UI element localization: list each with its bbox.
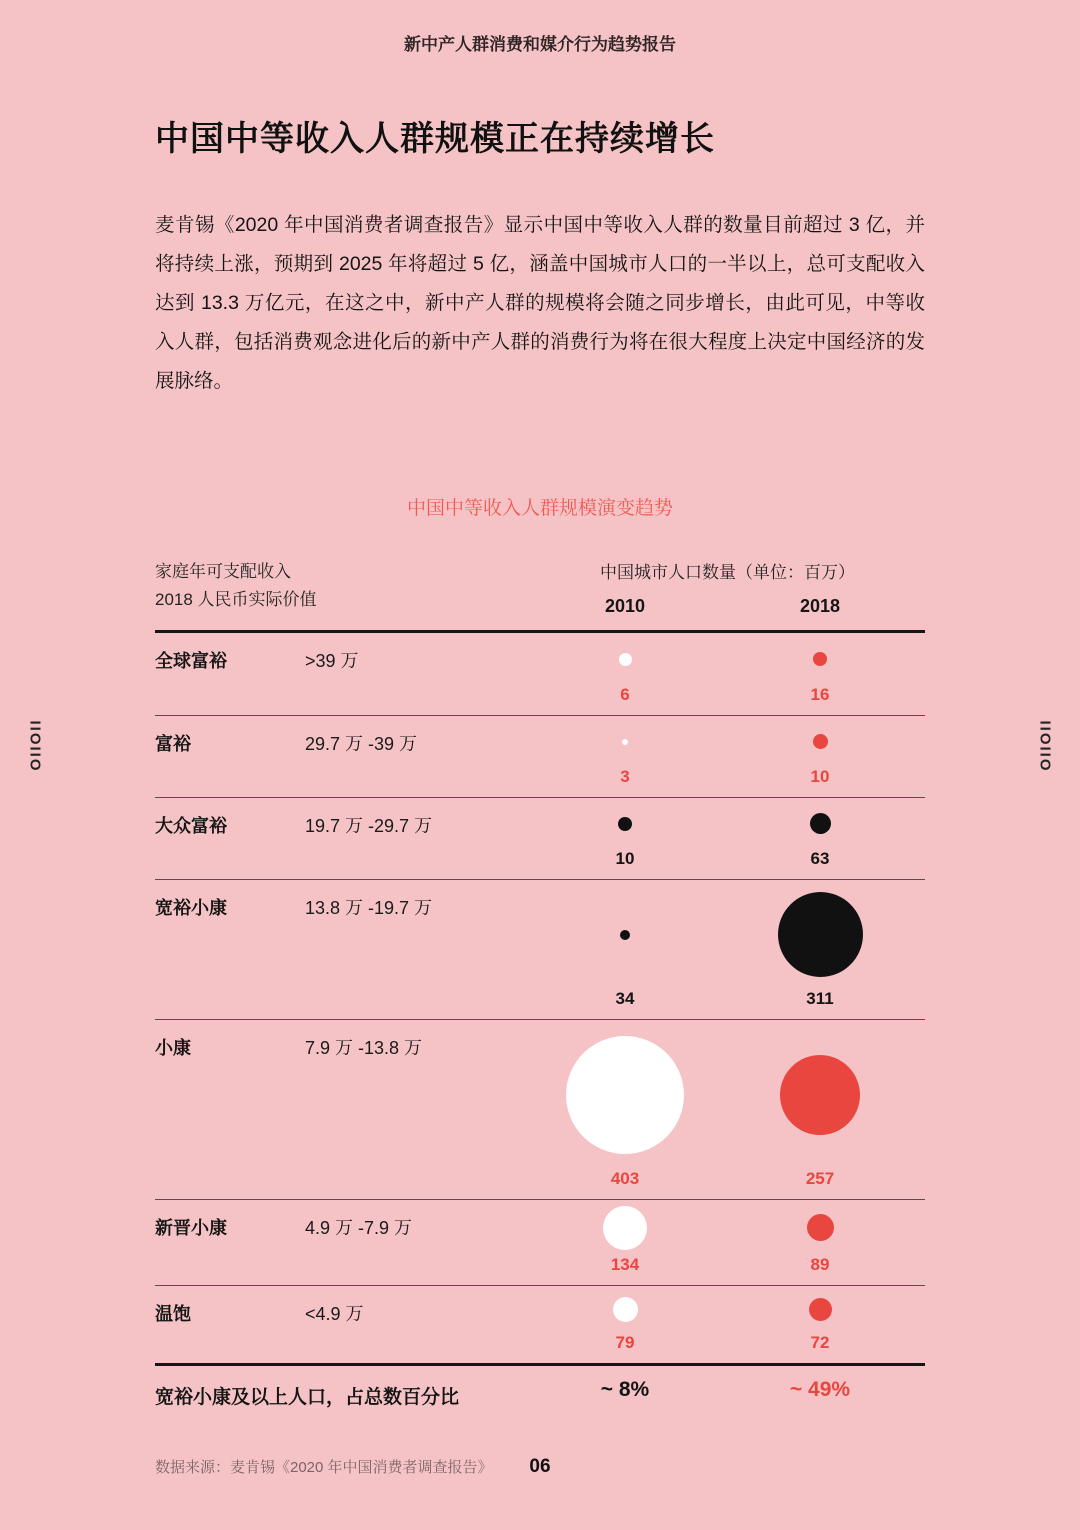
bubble-value: 63 bbox=[810, 849, 830, 868]
population-bubble bbox=[622, 739, 628, 745]
bubble-value: 403 bbox=[610, 1169, 640, 1188]
bubble-value: 34 bbox=[615, 989, 635, 1008]
summary-row bbox=[155, 1363, 925, 1422]
right-margin-marker: IIOIIO bbox=[1036, 720, 1054, 773]
population-bubble bbox=[778, 892, 863, 977]
summary-value-2010: ~ 8% bbox=[600, 1378, 650, 1401]
column-header-2018: 2018 bbox=[799, 596, 841, 616]
row-income-range: 19.7 万 -29.7 万 bbox=[305, 816, 433, 836]
row-income-range: >39 万 bbox=[305, 651, 359, 671]
bubble-cell-2018 bbox=[745, 716, 895, 797]
summary-label: 宽裕小康及以上人口，占总数百分比 bbox=[155, 1387, 460, 1408]
row-header bbox=[155, 558, 317, 614]
population-bubble bbox=[603, 1206, 647, 1250]
bubble-value: 3 bbox=[620, 767, 630, 786]
table-row bbox=[155, 633, 925, 716]
bubble-area bbox=[550, 633, 700, 685]
bubble-value: 134 bbox=[610, 1255, 640, 1274]
row-header-line2: 2018 人民币实际价值 bbox=[155, 590, 317, 610]
bubble-area bbox=[745, 1020, 895, 1169]
left-margin-marker: IIOIIO bbox=[26, 720, 44, 773]
bubble-table-body bbox=[155, 630, 925, 1363]
row-category-label: 小康 bbox=[155, 1038, 191, 1058]
page-number: 06 bbox=[529, 1456, 551, 1477]
bubble-cell-2010 bbox=[550, 1020, 700, 1199]
bubble-cell-2010 bbox=[550, 633, 700, 715]
bubble-cell-2018 bbox=[745, 798, 895, 879]
bubble-value: 72 bbox=[810, 1333, 830, 1352]
bubble-area bbox=[550, 716, 700, 767]
bubble-area bbox=[550, 880, 700, 989]
page-title: 中国中等收入人群规模正在持续增长 bbox=[155, 120, 715, 158]
bubble-area bbox=[745, 716, 895, 767]
page-content bbox=[155, 111, 925, 1477]
intro-paragraph: 麦肯锡《2020 年中国消费者调查报告》显示中国中等收入人群的数量目前超过 3 亿，并将持续上涨，预期到 2025 年将超过 5 亿，涵盖中国城市人口的一半以上，总可支配收入达到 13.3 万亿元，在这之中，新中产人群的规模将会随之同步增长，由此可见，中等收入人群，包括消费观念进化后的新中产人群的消费行为将在很大程度上决定中国经济的发展脉络。 bbox=[155, 214, 925, 392]
bubble-cell-2010 bbox=[550, 716, 700, 797]
bubble-area bbox=[745, 633, 895, 685]
population-bubble bbox=[618, 817, 632, 831]
bubble-value: 89 bbox=[810, 1255, 830, 1274]
row-header-line1: 家庭年可支配收入 bbox=[155, 562, 291, 581]
population-bubble bbox=[813, 652, 827, 666]
bubble-cell-2018 bbox=[745, 1200, 895, 1285]
report-header: 新中产人群消费和媒介行为趋势报告 bbox=[404, 35, 676, 54]
column-header-2010: 2010 bbox=[604, 596, 646, 616]
population-bubble bbox=[780, 1055, 860, 1135]
bubble-value: 257 bbox=[805, 1169, 835, 1188]
table-row bbox=[155, 798, 925, 880]
bubble-area bbox=[550, 1200, 700, 1255]
bubble-value: 10 bbox=[615, 849, 635, 868]
summary-value-2018: ~ 49% bbox=[789, 1378, 851, 1401]
bubble-value: 311 bbox=[806, 989, 834, 1008]
table-row bbox=[155, 1286, 925, 1363]
bubble-value: 79 bbox=[615, 1333, 635, 1352]
bubble-value: 10 bbox=[810, 767, 830, 786]
column-group-header: 中国城市人口数量（单位：百万） bbox=[600, 563, 855, 582]
bubble-area bbox=[550, 1020, 700, 1169]
row-income-range: 29.7 万 -39 万 bbox=[305, 734, 418, 754]
population-bubble bbox=[807, 1214, 834, 1241]
bubble-cell-2010 bbox=[550, 1200, 700, 1285]
population-bubble bbox=[566, 1036, 684, 1154]
bubble-cell-2018 bbox=[745, 1020, 895, 1199]
row-income-range: 7.9 万 -13.8 万 bbox=[305, 1038, 423, 1058]
row-income-range: 13.8 万 -19.7 万 bbox=[305, 898, 433, 918]
row-category-label: 富裕 bbox=[155, 734, 191, 754]
bubble-value: 16 bbox=[810, 685, 830, 704]
row-category-label: 全球富裕 bbox=[155, 651, 227, 671]
table-row bbox=[155, 1200, 925, 1286]
population-bubble bbox=[619, 653, 632, 666]
bubble-area bbox=[745, 1200, 895, 1255]
source-note: 数据来源：麦肯锡《2020 年中国消费者调查报告》 bbox=[155, 1459, 493, 1476]
row-category-label: 新晋小康 bbox=[155, 1218, 227, 1238]
population-bubble bbox=[809, 1298, 832, 1321]
row-category-label: 温饱 bbox=[155, 1304, 191, 1324]
population-bubble bbox=[810, 813, 831, 834]
population-bubble bbox=[613, 1297, 638, 1322]
bubble-area bbox=[745, 798, 895, 849]
table-row bbox=[155, 880, 925, 1020]
bubble-cell-2018 bbox=[745, 1286, 895, 1363]
bubble-area bbox=[550, 1286, 700, 1333]
bubble-cell-2018 bbox=[745, 880, 895, 1019]
chart-title: 中国中等收入人群规模演变趋势 bbox=[406, 498, 673, 519]
bubble-area bbox=[550, 798, 700, 849]
population-bubble bbox=[813, 734, 828, 749]
row-income-range: 4.9 万 -7.9 万 bbox=[305, 1218, 413, 1238]
bubble-value: 6 bbox=[620, 685, 630, 704]
table-row bbox=[155, 1020, 925, 1200]
bubble-cell-2010 bbox=[550, 880, 700, 1019]
population-bubble bbox=[620, 930, 630, 940]
table-header bbox=[155, 552, 925, 630]
bubble-cell-2010 bbox=[550, 798, 700, 879]
bubble-cell-2010 bbox=[550, 1286, 700, 1363]
bubble-area bbox=[745, 1286, 895, 1333]
bubble-cell-2018 bbox=[745, 633, 895, 715]
row-category-label: 大众富裕 bbox=[155, 816, 227, 836]
bubble-area bbox=[745, 880, 895, 989]
row-category-label: 宽裕小康 bbox=[155, 898, 227, 918]
table-row bbox=[155, 716, 925, 798]
row-income-range: <4.9 万 bbox=[305, 1304, 364, 1324]
